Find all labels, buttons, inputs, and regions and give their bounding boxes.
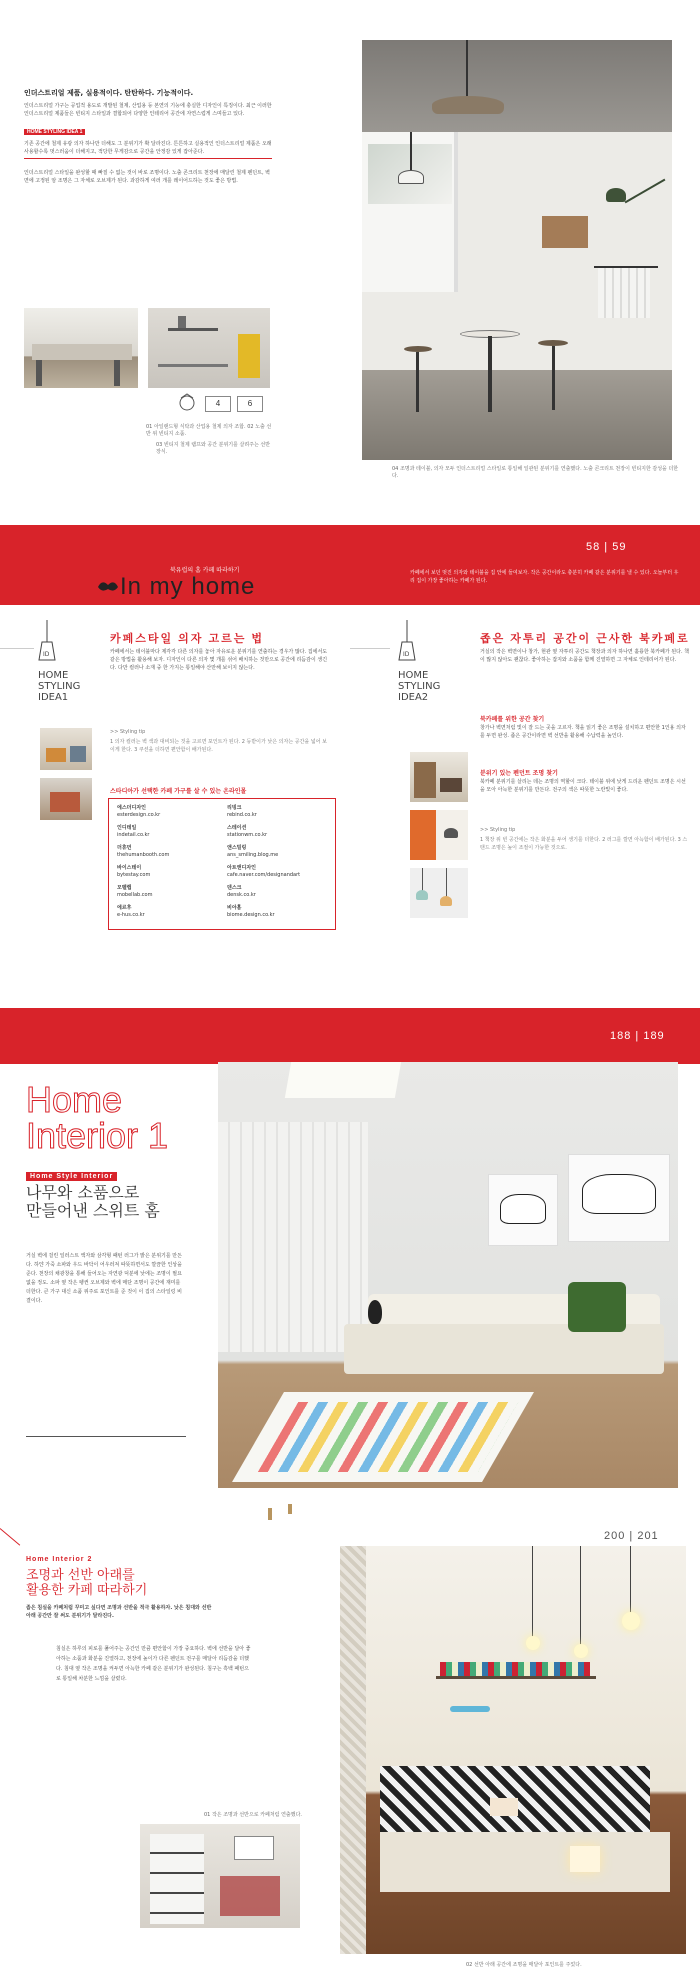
home-interior-1-title bbox=[26, 1079, 169, 1156]
shop-url[interactable]: esterdesign.co.kr bbox=[117, 812, 161, 818]
photo-orange-wall bbox=[410, 810, 468, 860]
idea2-tip-body: 1 책장 위 빈 공간에는 작은 화분을 두어 생기를 더한다. 2 러그를 깔면 아늑함이 배가된다. 3 스탠드 조명은 높이 조절이 가능한 것으로. bbox=[480, 837, 688, 851]
hi2-cap2: 02 선반 아래 공간에 조명을 매달아 포인트를 주었다. bbox=[466, 1962, 582, 1968]
shop-url[interactable]: ans_smiling.blog.me bbox=[227, 852, 279, 858]
pendant-lamp-icon bbox=[34, 620, 60, 670]
shop-name: 인디테일 bbox=[117, 825, 137, 831]
section-band-2 bbox=[0, 1008, 700, 1064]
photo-chairs-1 bbox=[40, 728, 92, 770]
shop-entry bbox=[117, 905, 221, 919]
idea1-section bbox=[0, 618, 350, 938]
photo-bookshelf bbox=[410, 752, 468, 802]
shop-entry bbox=[227, 845, 331, 859]
shop-entry bbox=[117, 865, 221, 879]
page-number-2: 188 | 189 bbox=[610, 1030, 665, 1042]
hi2-headline-2: 활용한 카페 따라하기 bbox=[26, 1583, 148, 1598]
page-1 bbox=[0, 0, 700, 515]
photo-shelving-room bbox=[140, 1824, 300, 1928]
photo-pendants bbox=[410, 868, 468, 918]
photo-caption: 04 조명과 테이블, 의자 모두 인더스트리얼 스타일로 통일해 일관된 분위기를 연출했다. 노출 콘크리트 천장이 빈티지한 감성을 더한다. bbox=[392, 466, 679, 479]
photo-shelf bbox=[148, 308, 270, 388]
page-number-1: 58 | 59 bbox=[586, 541, 627, 553]
shop-url[interactable]: indetail.co.kr bbox=[117, 832, 150, 838]
page1-heading: 인더스트리얼 제품, 실용적이다. 탄탄하다. 기능적이다. bbox=[24, 89, 194, 97]
thumb-left: 4 bbox=[205, 396, 231, 412]
shop-name: 앤스밀링 bbox=[227, 845, 247, 851]
shop-name: 에르후 bbox=[117, 905, 132, 911]
idea1-label-3: IDEA1 bbox=[38, 692, 69, 703]
hi2-lead: 좁은 침실을 카페처럼 꾸미고 싶다면 조명과 선반을 적극 활용하자. 낮은 침대와 선반 아래 공간만 잘 써도 분위기가 달라진다. bbox=[26, 1605, 212, 1619]
hi2-tag: Home Interior 2 bbox=[26, 1556, 93, 1563]
shop-url[interactable]: biome.design.co.kr bbox=[227, 912, 275, 918]
idea2-section bbox=[350, 618, 700, 938]
shop-entry bbox=[227, 805, 331, 819]
hi1-headline-2: 만들어낸 스위트 홈 bbox=[26, 1201, 160, 1220]
shop-entry bbox=[117, 825, 221, 839]
caption-a: 01 아일랜드형 식탁과 산업용 철제 의자 조합. 02 노출 선반 위 빈티지 소품. bbox=[146, 424, 272, 437]
page1-body3: 인더스트리얼 스타일을 완성할 때 빠질 수 없는 것이 바로 조명이다. 노출 콘크리트 천장에 매달린 철제 펜던트, 벽면에 고정된 암 조명은 그 자체로 오브제가 된다. 과감하게 여러 개를 레이어드하는 것도 좋은 방법. bbox=[24, 170, 270, 184]
hi1-title-line1: Home bbox=[26, 1079, 123, 1120]
idea1-body: 카페에서는 테이블마다 제각각 다른 의자를 놓아 자유로운 분위기를 연출하는 경우가 많다. 집에서도 같은 방법을 활용해 보자. 디자인이 다른 의자 몇 개를 섞어 배치하는 것만으로 공간에 리듬감이 생긴다. 다만 컬러나 소재 중 한 가지는 통일해야 산만해 보이지 않는다. bbox=[110, 649, 328, 671]
shop-url[interactable]: e-hus.co.kr bbox=[117, 912, 145, 918]
band1-kicker: 북유럽의 홈 카페 따라하기 bbox=[170, 567, 240, 574]
shop-name: 더휴먼 bbox=[117, 845, 132, 851]
idea2-body: 거실의 작은 벽면이나 창가, 현관 옆 자투리 공간도 책장과 의자 하나면 훌륭한 북카페가 된다. 책이 많지 않아도 괜찮다. 좋아하는 잡지와 소품을 함께 진열하면 그 자체로 인테리어가 된다. bbox=[480, 649, 689, 663]
idea1-tip-label: >> Styling tip bbox=[110, 729, 146, 735]
shop-entry bbox=[117, 885, 221, 899]
shop-name: 아트앤디자인 bbox=[227, 865, 256, 871]
shop-entry bbox=[227, 885, 331, 899]
svg-text:ID: ID bbox=[403, 651, 410, 658]
idea2-label-2: STYLING bbox=[398, 681, 441, 692]
shop-name: 에스더디자인 bbox=[117, 805, 146, 811]
caption-b: 03 빈티지 철제 램프와 공간 분위기를 살려주는 선반 장식. bbox=[156, 442, 271, 455]
shop-url[interactable]: stationwm.co.kr bbox=[227, 832, 268, 838]
page1-body2: 기존 공간에 철제 유광 의자 하나만 더해도 그 분위기가 확 달라진다. 튼튼하고 실용적인 인더스트리얼 제품은 오래 사용할수록 멋스러움이 더해지고, 적당한 무게감으로 공간을 안정감 있게 잡아준다. bbox=[24, 140, 272, 159]
shop-entry bbox=[117, 845, 221, 859]
hi1-headline-1: 나무와 소품으로 bbox=[26, 1183, 140, 1202]
photo-chairs-2 bbox=[40, 778, 92, 820]
idea2-label-3: IDEA2 bbox=[398, 692, 429, 703]
hi1-body: 거실 벽에 걸린 일러스트 액자와 삼각형 패턴 러그가 밝은 분위기를 만든다. 하얀 가죽 소파와 우드 바닥이 어우러져 따뜻하면서도 깔끔한 인상을 준다. 천장의 채광창을 통해 들어오는 자연광 덕분에 낮에는 조명이 필요 없을 정도. 소파 옆 작은 펭귄 오브제와 벽에 매단 조명이 공간에 재미를 더한다. 큰 가구 대신 소품 위주로 포인트를 준 것이 이 집의 스타일링 비결이다. bbox=[26, 1253, 182, 1304]
idea1-tip-body: 1 의자 컬러는 벽 색과 대비되는 것을 고르면 포인트가 된다. 2 등받이가 낮은 의자는 공간을 넓어 보이게 한다. 3 쿠션을 더하면 편안함이 배가된다. bbox=[110, 739, 327, 753]
idea1-label-2: STYLING bbox=[38, 681, 81, 692]
shop-url[interactable]: bytestay.com bbox=[117, 872, 151, 878]
shop-url[interactable]: rebind.co.kr bbox=[227, 812, 257, 818]
pendant-lamp-icon-2 bbox=[394, 620, 420, 670]
hi2-body: 침실은 하루의 피로를 풀어주는 공간인 만큼 편안함이 가장 중요하다. 벽에 선반을 달아 좋아하는 소품과 화분을 진열하고, 천장에 높이가 다른 펜던트 전구를 매달아 리듬감을 더했다. 침대 옆 작은 조명을 켜두면 아늑한 카페 같은 분위기가 완성된다. 침구는 흑백 패턴으로 통일해 차분한 느낌을 살렸다. bbox=[56, 1646, 251, 1682]
shops-title: 스타디아가 선택한 카페 가구를 살 수 있는 온라인몰 bbox=[110, 788, 247, 795]
page-number-4: 200 | 201 bbox=[604, 1530, 659, 1542]
band1-desc: 카페에서 보던 멋진 의자와 테이블을 집 안에 들여보자. 작은 공간이라도 충분히 카페 같은 분위기를 낼 수 있다. 오늘부터 우리 집이 가장 좋아하는 카페가 된다. bbox=[410, 570, 679, 584]
shop-url[interactable]: mobellab.com bbox=[117, 892, 153, 898]
idea2-title: 좁은 자투리 공간이 근사한 북카페로 bbox=[480, 633, 690, 645]
photo-kitchen bbox=[24, 308, 138, 388]
idea2-tip-label: >> Styling tip bbox=[480, 827, 516, 833]
idea2-sub1-body: 창가나 벽면처럼 빛이 잘 드는 곳을 고르자. 책을 읽기 좋은 조명을 설치하고 편안한 1인용 의자를 두면 완성. 좁은 공간이라면 벽 선반을 활용해 수납력을 높인다. bbox=[480, 725, 686, 739]
thumb-right: 6 bbox=[237, 396, 263, 412]
highlight-label: HOME STYLING IDEA 1 bbox=[24, 129, 85, 135]
shop-name: 바이스테이 bbox=[117, 865, 142, 871]
section-band-1 bbox=[0, 525, 700, 605]
photo-industrial-dining bbox=[362, 40, 672, 460]
idea2-sub1-title: 북카페를 위한 공간 찾기 bbox=[480, 716, 545, 723]
page1-body1: 인더스트리얼 가구는 공업적 용도로 개발된 철제, 산업용 등 본연의 기능에 충실한 디자인이 특징이다. 최근 이러한 인더스트리얼 제품들은 빈티지 스타일과 결합되어 다양한 인테리어 공간에 자연스럽게 스며들고 있다. bbox=[24, 103, 272, 117]
hi1-tag: Home Style Interior bbox=[26, 1172, 117, 1181]
photo-bedroom-cafe bbox=[340, 1546, 686, 1954]
shop-name: 비아홈 bbox=[227, 905, 242, 911]
photo-living-room bbox=[218, 1062, 678, 1488]
shop-url[interactable]: cafe.naver.com/designandart bbox=[227, 872, 301, 878]
shop-name: 모벨랩 bbox=[117, 885, 132, 891]
page-4-left bbox=[0, 1500, 350, 1983]
shop-url[interactable]: densk.co.kr bbox=[227, 892, 256, 898]
idea1-label-1: HOME bbox=[38, 670, 69, 681]
shop-entry bbox=[117, 805, 221, 819]
shop-name: 스테이션 bbox=[227, 825, 247, 831]
idea1-title: 카페스타일 의자 고르는 법 bbox=[110, 633, 265, 645]
idea2-label-1: HOME bbox=[398, 670, 429, 681]
hi2-cap1: 01 작은 조명과 선반으로 카페처럼 연출했다. bbox=[204, 1812, 303, 1818]
shop-entry bbox=[227, 825, 331, 839]
shop-name: 덴스크 bbox=[227, 885, 242, 891]
sketch-icon bbox=[176, 392, 198, 414]
hi1-title-line2: Interior 1 bbox=[26, 1115, 169, 1156]
mustache-icon bbox=[96, 577, 120, 595]
idea2-sub2-body: 북카페 분위기를 살리는 데는 조명의 역할이 크다. 테이블 위에 낮게 드리운 펜던트 조명은 시선을 모아 아늑한 분위기를 만든다. 전구의 색은 따뜻한 노란빛이 좋다. bbox=[480, 779, 686, 793]
svg-text:ID: ID bbox=[43, 651, 50, 658]
band1-title: In my home bbox=[120, 573, 256, 600]
shop-list bbox=[108, 798, 336, 930]
shop-name: 리빙크 bbox=[227, 805, 242, 811]
shop-entry bbox=[227, 865, 331, 879]
shop-entry bbox=[227, 905, 331, 919]
hi2-headline-1: 조명과 선반 아래를 bbox=[26, 1568, 135, 1583]
shop-url[interactable]: thehumanbooth.com bbox=[117, 852, 170, 858]
idea2-sub2-title: 분위기 있는 펜던트 조명 찾기 bbox=[480, 770, 558, 777]
